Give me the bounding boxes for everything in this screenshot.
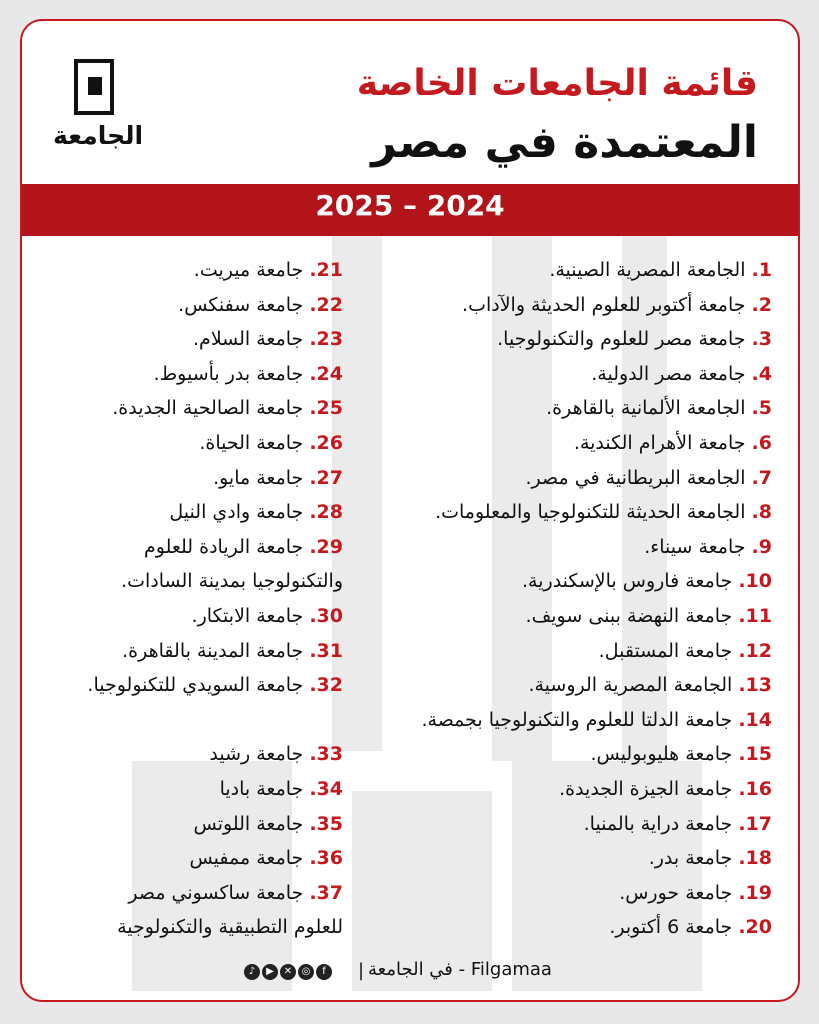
list-item (574, 430, 772, 456)
list-item-number: 35. (309, 812, 343, 835)
list-item-name: جامعة وادي النيل (169, 501, 310, 524)
list-item-number: 18. (738, 847, 772, 870)
list-item-number: 23. (309, 328, 343, 351)
logo-mark-icon (74, 59, 114, 115)
list-item-number: 16. (738, 778, 772, 800)
list-item-number: 22. (309, 293, 343, 316)
list-item (199, 430, 343, 456)
list-item-name: جامعة المدينة بالقاهرة. (122, 639, 310, 662)
list-item (590, 741, 772, 767)
list-item-name: جامعة الابتكار. (191, 605, 310, 627)
list-item-number: 10. (738, 570, 772, 593)
footer (22, 957, 798, 987)
list-item-number: 8. (751, 501, 772, 524)
list-item-number: 5. (751, 397, 772, 420)
list-item (546, 395, 772, 421)
list-item-name: جامعة الجيزة الجديدة. (559, 778, 739, 800)
list-item (649, 845, 772, 871)
list-item-number: 15. (738, 743, 772, 766)
list-item-number: 33. (309, 743, 343, 766)
list-item-name: جامعة أكتوبر للعلوم الحديثة والآداب. (462, 293, 752, 316)
list-item (144, 534, 343, 560)
list-item (128, 880, 343, 906)
list-item-number: 2. (751, 293, 772, 316)
list-item-number: 36. (309, 847, 343, 870)
list-item (169, 499, 343, 525)
list-item-name: جامعة بدر. (648, 847, 739, 870)
list-item-name: جامعة الصالحية الجديدة. (112, 397, 310, 420)
list-item (213, 465, 343, 491)
list-item (87, 672, 343, 698)
list-item (559, 776, 772, 802)
list-item-number: 1. (751, 259, 772, 281)
list-item (189, 845, 343, 871)
list-item-number: 11. (738, 605, 772, 627)
list-item-name: جامعة 6 أكتوبر. (609, 916, 739, 939)
list-item (591, 361, 772, 387)
list-item-name: جامعة باديا (219, 778, 310, 800)
list-item-number: 20. (738, 916, 772, 939)
list-item-number: 9. (751, 535, 772, 558)
list-item-name: جامعة هليوبوليس. (590, 743, 739, 766)
list-item-name: جامعة ممفيس (189, 847, 310, 870)
list-item-number: 13. (738, 674, 772, 697)
page-title-line2: المعتمدة في مصر (371, 117, 758, 168)
list-item-name: جامعة مايو. (213, 466, 310, 489)
list-item (122, 638, 343, 664)
list-item-number: 37. (309, 881, 343, 904)
list-item-name: الجامعة المصرية الروسية. (528, 674, 739, 697)
list-item-name: الجامعة البريطانية في مصر. (525, 466, 752, 489)
list-item (421, 707, 772, 733)
list-item-number: 32. (309, 674, 343, 697)
list-item-name: والتكنولوجيا بمدينة السادات. (121, 570, 343, 593)
list-item-number: 12. (738, 639, 772, 662)
list-item (209, 741, 343, 767)
list-item (121, 568, 343, 594)
list-item-name: جامعة السلام. (193, 328, 310, 351)
list-item-number: 19. (738, 881, 772, 904)
page-title-line1: قائمة الجامعات الخاصة (356, 63, 758, 104)
list-item-name: جامعة مصر للعلوم والتكنولوجيا. (497, 328, 752, 351)
list-item-number: 27. (309, 466, 343, 489)
logo-text: الجامعة (52, 121, 144, 150)
list-item (154, 361, 343, 387)
list-item-name: الجامعة الحديثة للتكنولوجيا والمعلومات. (435, 501, 752, 524)
list-item-number: 3. (751, 328, 772, 351)
list-item-name: جامعة حورس. (619, 881, 739, 904)
list-item (549, 257, 772, 283)
list-item-name: الجامعة المصرية الصينية. (549, 259, 752, 281)
list-item-number: 24. (309, 362, 343, 385)
list-item-number: 34. (309, 778, 343, 800)
list-item-name: جامعة اللوتس (193, 812, 310, 835)
list-item (220, 776, 343, 802)
list-item-name: جامعة سيناء. (644, 535, 752, 558)
list-item (619, 880, 772, 906)
list-item-name: جامعة المستقبل. (598, 639, 739, 662)
list-item-name: جامعة الحياة. (199, 432, 310, 454)
list-item (522, 568, 772, 594)
list-item (462, 292, 772, 318)
list-item (194, 811, 344, 837)
list-item-number: 6. (751, 432, 772, 454)
list-item-number: 7. (751, 466, 772, 489)
youtube-icon[interactable]: ▶ (262, 964, 278, 980)
list-item-name: جامعة الدلتا للعلوم والتكنولوجيا بجمصة. (421, 708, 739, 731)
list-item-number: 29. (309, 535, 343, 558)
list-item (497, 326, 772, 352)
infographic-card (20, 19, 800, 1002)
list-item (526, 603, 772, 629)
list-item (194, 257, 343, 283)
list-item-number: 17. (738, 812, 772, 835)
list-item-number: 14. (738, 708, 772, 731)
list-item (528, 672, 772, 698)
year-range: 2025 – 2024 (315, 189, 505, 222)
list-item-name: جامعة بدر بأسيوط. (153, 362, 310, 385)
list-item (112, 395, 343, 421)
list-item-number: 4. (751, 362, 772, 385)
list-item (117, 914, 343, 940)
brand-logo (52, 59, 144, 159)
list-item-name: جامعة رشيد (209, 743, 310, 766)
tiktok-icon[interactable]: ♪ (244, 964, 260, 980)
list-item (584, 811, 772, 837)
list-item (435, 499, 772, 525)
list-item-name: جامعة مصر الدولية. (591, 362, 752, 385)
list-item (644, 534, 772, 560)
x-icon[interactable]: ✕ (280, 964, 296, 980)
list-item-name: جامعة الأهرام الكندية. (573, 432, 752, 454)
list-item (599, 638, 772, 664)
footer-separator: | (358, 960, 365, 981)
list-item (192, 603, 343, 629)
list-item-name: للعلوم التطبيقية والتكنولوجية (117, 916, 343, 939)
list-item-number: 26. (309, 432, 343, 454)
list-item-number: 31. (309, 639, 343, 662)
list-item-name: الجامعة الألمانية بالقاهرة. (546, 397, 752, 420)
list-item-name: جامعة دراية بالمنيا. (583, 812, 739, 835)
list-item-name: جامعة فاروس بالإسكندرية. (522, 570, 739, 593)
list-item-name: جامعة السويدي للتكنولوجيا. (87, 674, 310, 697)
list-item-number: 21. (309, 259, 343, 281)
list-item (193, 326, 343, 352)
instagram-icon[interactable]: ◎ (298, 964, 314, 980)
list-item-number: 28. (309, 501, 343, 524)
footer-text: في الجامعة - Filgamaa (368, 959, 552, 980)
list-item-name: جامعة سفنكس. (178, 293, 310, 316)
list-item-name: جامعة الريادة للعلوم (143, 535, 310, 558)
list-item (178, 292, 343, 318)
list-item-name: جامعة ساكسوني مصر (128, 881, 310, 904)
list-item-number: 30. (309, 605, 343, 627)
list-item (525, 465, 772, 491)
facebook-icon[interactable]: f (316, 964, 332, 980)
list-item-name: جامعة النهضة ببنى سويف. (525, 605, 739, 627)
list-item (609, 914, 772, 940)
list-item-name: جامعة ميريت. (193, 259, 310, 281)
list-item-number: 25. (309, 397, 343, 420)
social-icons (244, 961, 334, 981)
